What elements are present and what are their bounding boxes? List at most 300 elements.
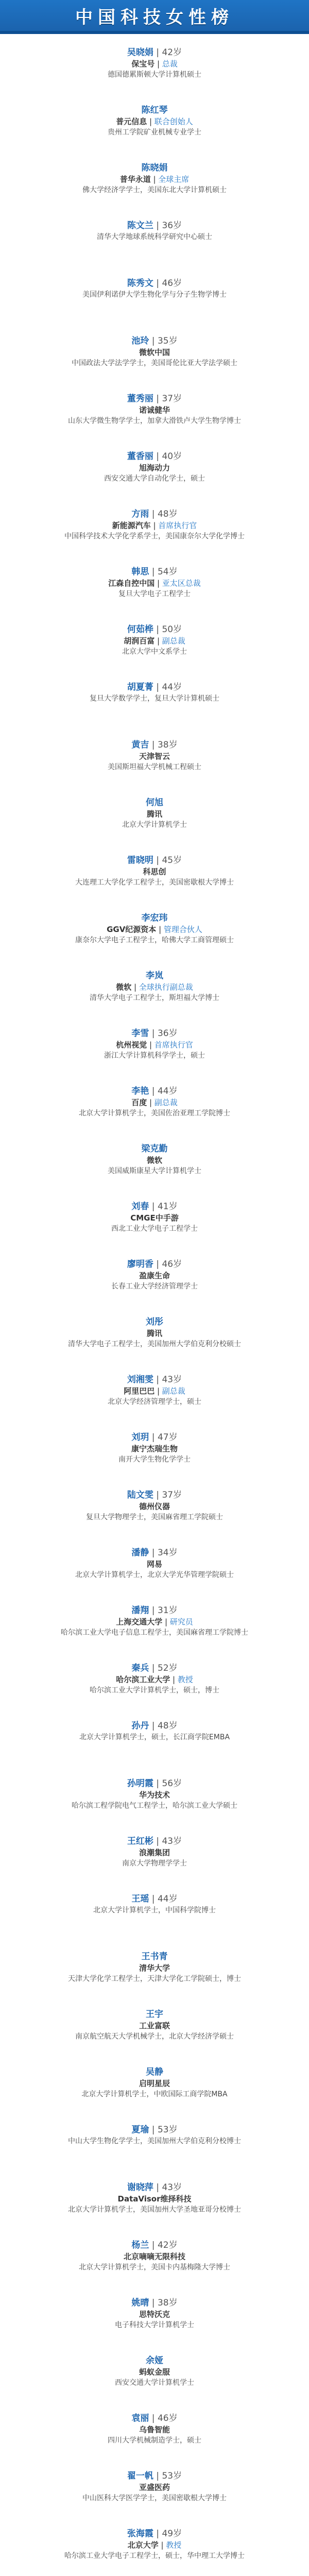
education: 四川大学机械制造学士，硕士 bbox=[108, 2436, 201, 2445]
job-title: 教授 bbox=[166, 2540, 182, 2550]
org-line bbox=[15, 1040, 294, 1050]
list-item bbox=[15, 2410, 294, 2468]
person-name: 王书青 bbox=[141, 1952, 168, 1962]
separator: | bbox=[149, 1605, 158, 1616]
org-line bbox=[15, 1790, 294, 1801]
list-item bbox=[15, 1141, 294, 1198]
org-line bbox=[15, 1386, 294, 1397]
separator: | bbox=[147, 1098, 154, 1107]
org-line bbox=[15, 2309, 294, 2320]
name-line bbox=[15, 1720, 294, 1732]
separator: | bbox=[153, 451, 162, 462]
education: 哈尔滨工业大学电子工程学士，硕士，华中理工大学博士 bbox=[64, 2552, 245, 2560]
person-age: 49岁 bbox=[162, 2529, 182, 2539]
person-age: 42岁 bbox=[162, 47, 182, 58]
education: 南京大学物理学学士 bbox=[122, 1859, 187, 1868]
org-line bbox=[15, 347, 294, 358]
list-item bbox=[15, 2526, 294, 2576]
education: 清华大学电子工程学士，美国加州大学伯克利分校硕士 bbox=[68, 1340, 241, 1348]
name-line bbox=[15, 2008, 294, 2021]
person-name: 胡夏菁 bbox=[127, 682, 153, 692]
separator: | bbox=[156, 925, 164, 934]
name-line bbox=[15, 508, 294, 520]
education: 哈尔滨工业大学电子信息工程学士，美国麻省理工学院博士 bbox=[61, 1629, 248, 1637]
person-age: 42岁 bbox=[157, 2240, 178, 2250]
organization: 上海交通大学 bbox=[116, 1617, 163, 1626]
person-age: 36岁 bbox=[162, 221, 182, 231]
person-name: 李雪 bbox=[131, 1028, 149, 1039]
person-name: 雷晓明 bbox=[127, 855, 153, 866]
person-name: 翟一帆 bbox=[127, 2471, 153, 2481]
list-item bbox=[15, 564, 294, 621]
name-line bbox=[15, 796, 294, 809]
name-line bbox=[15, 1374, 294, 1386]
separator: | bbox=[170, 1675, 178, 1684]
education: 清华大学电子工程学士，斯坦福大学博士 bbox=[90, 994, 219, 1002]
person-name: 袁丽 bbox=[131, 2413, 149, 2424]
name-line bbox=[15, 2124, 294, 2136]
org-line bbox=[15, 1963, 294, 1974]
person-age: 44岁 bbox=[157, 1894, 178, 1904]
name-line bbox=[15, 566, 294, 578]
org-line bbox=[15, 116, 294, 127]
organization: 普华永道 bbox=[119, 175, 151, 184]
separator: | bbox=[149, 1721, 158, 1731]
organization: 天津智云 bbox=[139, 752, 170, 761]
person-age: 56岁 bbox=[162, 1778, 182, 1789]
separator: | bbox=[162, 1617, 170, 1626]
list-item bbox=[15, 275, 294, 333]
separator: | bbox=[149, 1548, 158, 1558]
organization: 清华大学 bbox=[139, 1963, 170, 1973]
list-item bbox=[15, 506, 294, 564]
education: 北京大学计算机学士，中欧国际工商学院MBA bbox=[81, 2090, 228, 2098]
organization: 诺诚健华 bbox=[139, 405, 170, 415]
education: 复旦大学电子工程学士 bbox=[118, 590, 191, 598]
education: 北京大学计算机学士，北京大学光华管理学院硕士 bbox=[75, 1571, 234, 1579]
person-age: 38岁 bbox=[157, 2298, 178, 2308]
org-line bbox=[15, 982, 294, 993]
list-item bbox=[15, 1602, 294, 1660]
organization: 哈尔滨工业大学 bbox=[116, 1675, 170, 1684]
person-age: 43岁 bbox=[162, 2182, 182, 2193]
organization: 江森自控中国 bbox=[108, 579, 155, 588]
education: 长春工业大学经济管理学士 bbox=[111, 1282, 198, 1291]
separator: | bbox=[153, 47, 162, 58]
person-age: 44岁 bbox=[157, 1086, 178, 1096]
education: 西安交通大学自动化学士，硕士 bbox=[104, 474, 205, 483]
separator: | bbox=[149, 567, 158, 577]
list-item bbox=[15, 1371, 294, 1429]
org-line bbox=[15, 174, 294, 185]
org-line bbox=[15, 520, 294, 531]
person-name: 陈秀文 bbox=[127, 278, 153, 289]
person-name: 孙丹 bbox=[131, 1721, 149, 1731]
person-age: 31岁 bbox=[157, 1605, 178, 1616]
org-line bbox=[15, 1674, 294, 1685]
person-age: 36岁 bbox=[157, 1028, 178, 1039]
list-item bbox=[15, 2237, 294, 2295]
page-title: 中国科技女性榜 bbox=[75, 7, 234, 28]
education: 南开大学生物化学学士 bbox=[118, 1455, 191, 1464]
list-item bbox=[15, 1718, 294, 1775]
person-age: 50岁 bbox=[162, 624, 182, 635]
name-line bbox=[15, 1662, 294, 1674]
separator: | bbox=[149, 1201, 158, 1212]
education: 中山医科大学医学学士，美国密歇根大学博士 bbox=[82, 2494, 227, 2502]
org-line bbox=[15, 2194, 294, 2205]
education: 山东大学微生物学学士，加拿大滑铁卢大学生物学博士 bbox=[68, 417, 241, 425]
organization: 思特沃克 bbox=[139, 2310, 170, 2319]
education: 北京大学计算机学士，美国卡内基梅隆大学博士 bbox=[79, 2263, 230, 2272]
list-item bbox=[15, 1429, 294, 1487]
org-line bbox=[15, 1617, 294, 1628]
separator: | bbox=[149, 2240, 158, 2250]
name-line bbox=[15, 1951, 294, 1963]
person-name: 吴静 bbox=[146, 2067, 163, 2077]
separator: | bbox=[153, 278, 162, 289]
name-line bbox=[15, 970, 294, 982]
name-line bbox=[15, 1316, 294, 1328]
organization: 启明星辰 bbox=[139, 2079, 170, 2088]
list-item bbox=[15, 1775, 294, 1833]
education: 西北工业大学电子工程学士 bbox=[111, 1225, 198, 1233]
list-item bbox=[15, 794, 294, 852]
separator: | bbox=[149, 1086, 158, 1096]
list-item bbox=[15, 1891, 294, 1948]
organization: 工业富联 bbox=[139, 2021, 170, 2030]
separator: | bbox=[149, 2413, 158, 2424]
person-name: 董香丽 bbox=[127, 451, 153, 462]
list-item bbox=[15, 1314, 294, 1371]
organization: 网易 bbox=[146, 1560, 162, 1569]
list-item bbox=[15, 621, 294, 679]
person-name: 余娅 bbox=[146, 2355, 163, 2366]
list-item bbox=[15, 160, 294, 217]
list-item bbox=[15, 1198, 294, 1256]
person-age: 37岁 bbox=[162, 1490, 182, 1500]
org-line bbox=[15, 2078, 294, 2089]
separator: | bbox=[149, 1432, 158, 1443]
job-title: 全球执行副总裁 bbox=[139, 982, 193, 992]
person-name: 刘湘雯 bbox=[127, 1375, 153, 1385]
separator: | bbox=[153, 394, 162, 404]
organization: GGV纪源资本 bbox=[107, 925, 157, 934]
organization: 旭海动力 bbox=[139, 463, 170, 472]
list-item bbox=[15, 1025, 294, 1083]
person-name: 廖明香 bbox=[127, 1259, 153, 1269]
job-title: 教授 bbox=[177, 1675, 193, 1684]
person-age: 46岁 bbox=[162, 278, 182, 289]
person-age: 43岁 bbox=[162, 1375, 182, 1385]
separator: | bbox=[147, 117, 154, 126]
education: 清华大学地球系统科学研究中心硕士 bbox=[97, 233, 212, 241]
education: 美国威斯康星大学计算机学士 bbox=[108, 1167, 201, 1175]
person-name: 王瑶 bbox=[131, 1894, 149, 1904]
name-line bbox=[15, 1200, 294, 1213]
list-item bbox=[15, 1256, 294, 1314]
education: 贵州工学院矿业机械专业学士 bbox=[108, 128, 201, 137]
education: 天津大学化学工程学士，天津大学化工学院硕士，博士 bbox=[68, 1975, 241, 1983]
person-name: 姚晴 bbox=[131, 2298, 149, 2308]
education: 中国政法大学法学学士，美国哥伦比亚大学法学硕士 bbox=[72, 359, 237, 367]
title-banner bbox=[0, 0, 309, 34]
list-item bbox=[15, 2468, 294, 2526]
person-name: 李艳 bbox=[131, 1086, 149, 1096]
name-line bbox=[15, 2239, 294, 2251]
name-line bbox=[15, 393, 294, 405]
education: 哈尔滨工业大学计算机学士，硕士，博士 bbox=[90, 1686, 219, 1694]
organization: 北京嘀嘀无限科技 bbox=[123, 2252, 185, 2261]
person-name: 孙明霞 bbox=[127, 1778, 153, 1789]
separator: | bbox=[153, 1490, 162, 1500]
name-line bbox=[15, 2354, 294, 2367]
name-line bbox=[15, 219, 294, 232]
separator: | bbox=[153, 221, 162, 231]
separator: | bbox=[154, 636, 162, 646]
entry-list bbox=[0, 34, 309, 2576]
education: 北京大学计算机学士 bbox=[122, 821, 187, 829]
name-line bbox=[15, 2528, 294, 2540]
education: 西安交通大学计算机学士 bbox=[115, 2379, 194, 2387]
name-line bbox=[15, 1431, 294, 1444]
person-name: 董秀丽 bbox=[127, 394, 153, 404]
organization: 盈康生命 bbox=[139, 1271, 170, 1280]
person-name: 李宏玮 bbox=[141, 913, 168, 923]
list-item bbox=[15, 102, 294, 160]
separator: | bbox=[150, 175, 159, 184]
name-line bbox=[15, 1604, 294, 1617]
person-age: 34岁 bbox=[157, 1548, 178, 1558]
person-name: 陈晓娟 bbox=[141, 163, 168, 173]
education: 电子科技大学计算机学士 bbox=[115, 2321, 194, 2329]
name-line bbox=[15, 854, 294, 867]
organization: 康宁杰瑞生物 bbox=[131, 1444, 178, 1453]
separator: | bbox=[153, 1836, 162, 1846]
education: 北京大学计算机学士，硕士，长江商学院EMBA bbox=[79, 1733, 230, 1741]
job-title: 副总裁 bbox=[162, 636, 185, 646]
person-name: 池玲 bbox=[131, 336, 149, 346]
organization: 腾讯 bbox=[146, 809, 162, 819]
org-line bbox=[15, 2425, 294, 2435]
person-name: 黄吉 bbox=[131, 740, 149, 750]
list-item bbox=[15, 333, 294, 391]
organization: 亚盛医药 bbox=[139, 2483, 170, 2492]
separator: | bbox=[149, 2125, 158, 2135]
name-line bbox=[15, 1027, 294, 1040]
person-name: 陆文雯 bbox=[127, 1490, 153, 1500]
org-line bbox=[15, 1328, 294, 1339]
job-title: 亚太区总裁 bbox=[162, 579, 201, 588]
person-age: 37岁 bbox=[162, 394, 182, 404]
list-item bbox=[15, 1948, 294, 2006]
name-line bbox=[15, 2181, 294, 2194]
name-line bbox=[15, 1835, 294, 1848]
list-item bbox=[15, 1545, 294, 1602]
person-age: 40岁 bbox=[162, 451, 182, 462]
list-item bbox=[15, 679, 294, 737]
separator: | bbox=[153, 682, 162, 692]
person-name: 刘彤 bbox=[146, 1317, 163, 1327]
organization: 保宝号 bbox=[131, 59, 155, 69]
person-name: 方雨 bbox=[131, 509, 149, 519]
name-line bbox=[15, 912, 294, 924]
org-line bbox=[15, 405, 294, 416]
name-line bbox=[15, 681, 294, 693]
separator: | bbox=[149, 509, 158, 519]
organization: 浪潮集团 bbox=[139, 1848, 170, 1857]
org-line bbox=[15, 1444, 294, 1454]
education: 北京大学计算机学士，中国科学院博士 bbox=[93, 1906, 216, 1914]
name-line bbox=[15, 450, 294, 463]
separator: | bbox=[154, 1386, 162, 1396]
education: 德国德累斯顿大学计算机硕士 bbox=[108, 71, 201, 79]
list-item bbox=[15, 2006, 294, 2064]
org-line bbox=[15, 1097, 294, 1108]
list-item bbox=[15, 2122, 294, 2179]
list-item bbox=[15, 44, 294, 102]
separator: | bbox=[149, 1894, 158, 1904]
org-line bbox=[15, 578, 294, 589]
education: 大连理工大学化学工程学士，美国密歇根大学博士 bbox=[75, 878, 234, 887]
job-title: 研究员 bbox=[169, 1617, 193, 1626]
separator: | bbox=[154, 59, 162, 69]
separator: | bbox=[153, 2182, 162, 2193]
org-line bbox=[15, 636, 294, 647]
org-line bbox=[15, 1559, 294, 1570]
organization: 乌鲁智能 bbox=[139, 2425, 170, 2434]
separator: | bbox=[153, 624, 162, 635]
organization: 华为技术 bbox=[139, 1790, 170, 1800]
person-age: 45岁 bbox=[162, 855, 182, 866]
separator: | bbox=[149, 740, 158, 750]
name-line bbox=[15, 2066, 294, 2078]
organization: 科思创 bbox=[143, 867, 166, 876]
education: 北京大学中文系学士 bbox=[122, 648, 187, 656]
person-age: 46岁 bbox=[162, 1259, 182, 1269]
organization: 微软中国 bbox=[139, 348, 170, 357]
org-line bbox=[15, 1155, 294, 1166]
separator: | bbox=[153, 2471, 162, 2481]
person-name: 吴晓娟 bbox=[127, 47, 153, 58]
list-item bbox=[15, 2295, 294, 2352]
separator: | bbox=[149, 1028, 158, 1039]
education: 佛大学经济学学士，美国东北大学计算机硕士 bbox=[82, 186, 227, 194]
name-line bbox=[15, 277, 294, 290]
organization: 腾讯 bbox=[146, 1329, 162, 1338]
job-title: 首席执行官 bbox=[158, 521, 197, 530]
education: 北京大学计算机学士，美国佐治亚理工学院博士 bbox=[79, 1109, 230, 1117]
person-name: 秦兵 bbox=[131, 1663, 149, 1673]
job-title: 联合创始人 bbox=[154, 117, 193, 126]
organization: 杭州视觉 bbox=[116, 1040, 147, 1049]
person-age: 47岁 bbox=[157, 1432, 178, 1443]
separator: | bbox=[153, 1375, 162, 1385]
separator: | bbox=[154, 579, 162, 588]
education: 康奈尔大学电子工程学士，哈佛大学工商管理硕士 bbox=[75, 936, 234, 944]
person-name: 谢晓萍 bbox=[127, 2182, 153, 2193]
name-line bbox=[15, 162, 294, 174]
list-item bbox=[15, 391, 294, 448]
person-name: 杨兰 bbox=[131, 2240, 149, 2250]
org-line bbox=[15, 2482, 294, 2493]
name-line bbox=[15, 739, 294, 751]
person-name: 潘翔 bbox=[131, 1605, 149, 1616]
person-age: 54岁 bbox=[157, 567, 178, 577]
org-line bbox=[15, 809, 294, 820]
name-line bbox=[15, 335, 294, 347]
separator: | bbox=[149, 2298, 158, 2308]
organization: 新能源汽车 bbox=[112, 521, 151, 530]
person-name: 梁克勤 bbox=[141, 1144, 168, 1154]
separator: | bbox=[149, 336, 158, 346]
list-item bbox=[15, 968, 294, 1025]
list-item bbox=[15, 1487, 294, 1545]
separator: | bbox=[153, 1259, 162, 1269]
education: 北京大学计算机学士，美国加州大学圣地亚哥分校博士 bbox=[68, 2206, 241, 2214]
person-age: 48岁 bbox=[157, 1721, 178, 1731]
list-item bbox=[15, 737, 294, 794]
person-age: 52岁 bbox=[157, 1663, 178, 1673]
person-name: 王宇 bbox=[146, 2009, 163, 2020]
org-line bbox=[15, 751, 294, 762]
organization: 胡润百富 bbox=[124, 636, 155, 646]
organization: 北京大学 bbox=[127, 2540, 159, 2550]
list-item bbox=[15, 448, 294, 506]
organization: 百度 bbox=[131, 1098, 147, 1107]
name-line bbox=[15, 1547, 294, 1559]
education: 中国科学技术大学化学系学士，美国康奈尔大学化学博士 bbox=[64, 532, 245, 540]
list-item bbox=[15, 852, 294, 910]
education: 哈尔滨工程学院电气工程学士，哈尔滨工业大学硕士 bbox=[72, 1802, 237, 1810]
organization: 德州仪器 bbox=[139, 1502, 170, 1511]
org-line bbox=[15, 1213, 294, 1224]
person-name: 李岚 bbox=[146, 971, 163, 981]
organization: 微软 bbox=[116, 982, 132, 992]
person-age: 35岁 bbox=[157, 336, 178, 346]
name-line bbox=[15, 1777, 294, 1790]
name-line bbox=[15, 2297, 294, 2309]
list-item bbox=[15, 2179, 294, 2237]
person-age: 44岁 bbox=[162, 682, 182, 692]
person-age: 46岁 bbox=[157, 2413, 178, 2424]
person-age: 53岁 bbox=[162, 2471, 182, 2481]
education: 南京航空航天大学机械学士，北京大学经济学硕士 bbox=[75, 2032, 234, 2041]
list-item bbox=[15, 1083, 294, 1141]
job-title: 全球主席 bbox=[158, 175, 190, 184]
person-age: 38岁 bbox=[157, 740, 178, 750]
name-line bbox=[15, 1143, 294, 1155]
org-line bbox=[15, 2367, 294, 2378]
org-line bbox=[15, 2021, 294, 2031]
separator: | bbox=[149, 1663, 158, 1673]
list-item bbox=[15, 2064, 294, 2122]
job-title: 管理合伙人 bbox=[163, 925, 202, 934]
name-line bbox=[15, 104, 294, 116]
separator: | bbox=[147, 1040, 154, 1049]
person-age: 53岁 bbox=[157, 2125, 178, 2135]
education: 复旦大学数学学士，复旦大学计算机硕士 bbox=[90, 694, 219, 703]
person-age: 41岁 bbox=[157, 1201, 178, 1212]
org-line bbox=[15, 2251, 294, 2262]
person-name: 潘静 bbox=[131, 1548, 149, 1558]
name-line bbox=[15, 623, 294, 636]
separator: | bbox=[158, 2540, 166, 2550]
org-line bbox=[15, 867, 294, 877]
job-title: 总裁 bbox=[162, 59, 178, 69]
organization: 普元信息 bbox=[116, 117, 147, 126]
job-title: 副总裁 bbox=[162, 1386, 185, 1396]
